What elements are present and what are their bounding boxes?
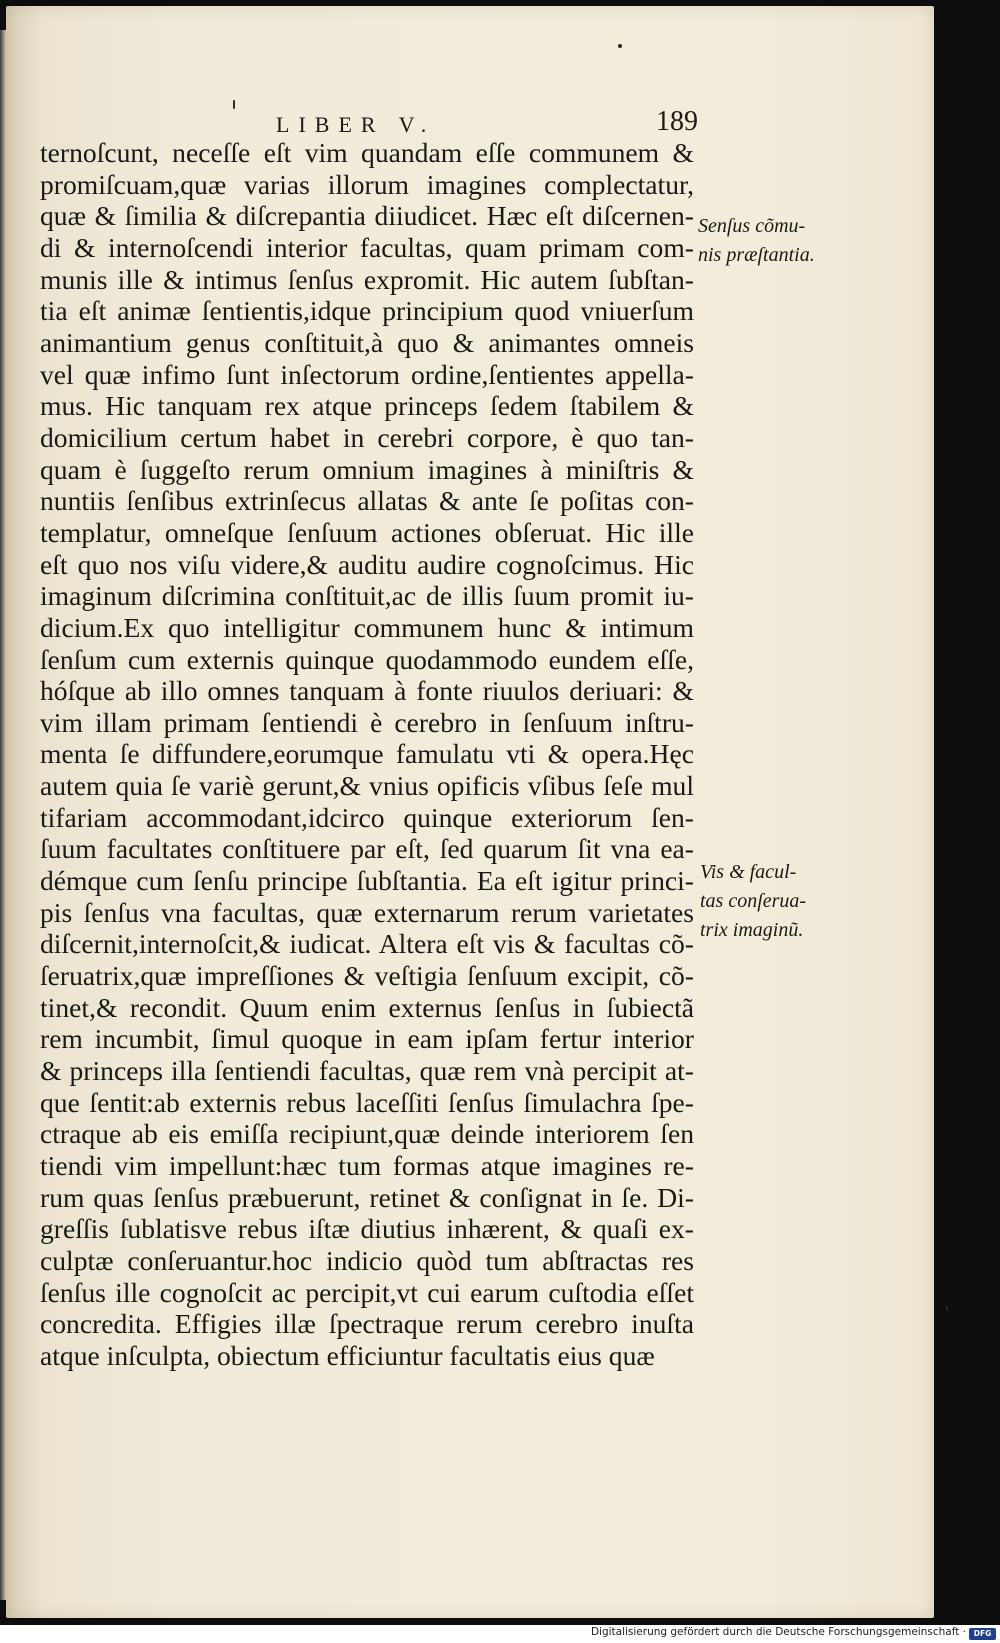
dfg-logo: DFG bbox=[969, 1628, 996, 1640]
margin-note-vis-conservatrix bbox=[700, 858, 806, 945]
page-number: 189 bbox=[656, 106, 698, 137]
text-line: imaginum diſcrimina conſtituit,ac de illis ſuum promit iu- bbox=[40, 580, 694, 612]
body-text bbox=[40, 137, 694, 1372]
margin-note-line: Vis & facul- bbox=[700, 861, 797, 883]
text-line: & princeps illa ſentiendi facultas, quæ rem vnà percipit at- bbox=[40, 1055, 694, 1087]
text-line: rem incumbit, ſimul quoque in eam ipſam fertur interior bbox=[40, 1023, 694, 1055]
text-line: ternoſcunt, neceſſe eſt vim quandam eſſe communem & bbox=[40, 137, 694, 168]
text-line: ſenſus ille cognoſcit ac percipit,vt cui earum cuſtodia eſſet bbox=[40, 1276, 694, 1308]
text-line: hóſque ab illo omnes tanquam à fonte riuulos deriuari: & bbox=[40, 675, 694, 707]
text-line: démque cum ſenſu principe ſubſtantia. Ea eſt igitur princi- bbox=[40, 865, 694, 897]
text-line: di & internoſcendi interior facultas, quam primam com- bbox=[40, 231, 694, 263]
running-head-title: LIBER V. bbox=[276, 112, 436, 137]
text-line: vel quæ infimo ſunt inſectorum ordine,ſentientes appella- bbox=[40, 358, 694, 390]
text-line: promiſcuam,quæ varias illorum imagines complectatur, bbox=[40, 168, 694, 200]
margin-note-sensus-communis bbox=[698, 212, 815, 270]
margin-note-line: tas conſerua- bbox=[700, 890, 807, 912]
margin-note-line: trix imaginũ. bbox=[700, 919, 804, 941]
text-line: concredita. Effigies illæ ſpectraque rerum cerebro inuſta bbox=[40, 1308, 694, 1340]
text-line: tiendi vim impellunt:hæc tum formas atque imagines re- bbox=[40, 1150, 694, 1181]
ink-speck bbox=[946, 1306, 948, 1311]
ink-speck bbox=[618, 44, 622, 48]
text-line: autem quia ſe variè gerunt,& vnius opificis vſibus ſeſe mul bbox=[40, 770, 694, 802]
text-line: atque inſculpta, obiectum efficiuntur facultatis eius quæ bbox=[40, 1339, 655, 1371]
funding-credit: Digitalisierung gefördert durch die Deutsche Forschungsgemeinschaft · bbox=[590, 1626, 966, 1638]
text-line: dicium.Ex quo intelligitur communem hunc & intimum bbox=[40, 611, 694, 643]
text-line: culptæ conſeruantur.hoc indicio quòd tum abſtractas res bbox=[40, 1244, 694, 1276]
text-line: ſenſum cum externis quinque quodammodo eundem eſſe, bbox=[40, 643, 694, 675]
text-line: greſſis ſublatisve rebus iſtæ diutius inhærent, & quaſi ex- bbox=[40, 1213, 694, 1245]
text-line: tinet,& recondit. Quum enim externus ſenſus in ſubiectã bbox=[40, 991, 694, 1023]
text-line: templatur, omneſque ſenſuum actiones obſeruat. Hic ille bbox=[40, 516, 694, 548]
text-line: ſeruatrix,quæ impreſſiones & veſtigia ſenſuum excipit, cõ- bbox=[40, 960, 694, 992]
text-line: que ſentit:ab externis rebus laceſſiti ſenſus ſimulachra ſpe- bbox=[40, 1086, 694, 1118]
text-line: rum quas ſenſus præbuerunt, retinet & conſignat in ſe. Di- bbox=[40, 1181, 694, 1213]
text-line: nuntiis ſenſibus extrinſecus allatas & ante ſe poſitas con- bbox=[40, 485, 694, 517]
text-line: ſuum facultates conſtituere par eſt, ſed quarum ſit vna ea- bbox=[40, 833, 694, 865]
text-line: quam è ſuggeſto rerum omnium imagines à miniſtris & bbox=[40, 453, 694, 485]
text-line: diſcernit,internoſcit,& iudicat. Altera eſt vis & facultas cõ- bbox=[40, 928, 694, 960]
text-line: animantium genus conſtituit,à quo & animantes omneis bbox=[40, 326, 694, 358]
margin-note-line: Senſus cõmu- bbox=[698, 215, 806, 237]
text-line: pis ſenſus vna facultas, quæ externarum rerum varietates bbox=[40, 896, 694, 928]
text-line: eſt quo nos viſu videre,& auditu audire cognoſcimus. Hic bbox=[40, 548, 694, 580]
text-line: munis ille & intimus ſenſus expromit. Hic autem ſubſtan- bbox=[40, 263, 694, 295]
text-line: tia eſt animæ ſentientis,idque principium quod vniuerſum bbox=[40, 295, 694, 327]
text-line: mus. Hic tanquam rex atque princeps ſedem ſtabilem & bbox=[40, 390, 694, 422]
text-line: ctraque ab eis emiſſa recipiunt,quæ deinde interiorem ſen bbox=[40, 1118, 694, 1150]
margin-note-line: nis præſtantia. bbox=[698, 244, 815, 266]
text-line: domicilium certum habet in cerebri corpore, è quo tan- bbox=[40, 421, 694, 453]
text-line: quæ & ſimilia & diſcrepantia diiudicet. Hæc eſt diſcernen- bbox=[40, 200, 694, 232]
ink-speck bbox=[233, 100, 235, 109]
text-line: tifariam accommodant,idcirco quinque exteriorum ſen- bbox=[40, 801, 694, 833]
text-line: vim illam primam ſentiendi è cerebro in ſenſuum inſtru- bbox=[40, 706, 694, 738]
text-line: menta ſe diffundere,eorumque famulatu vti & opera.Hęc bbox=[40, 738, 694, 770]
